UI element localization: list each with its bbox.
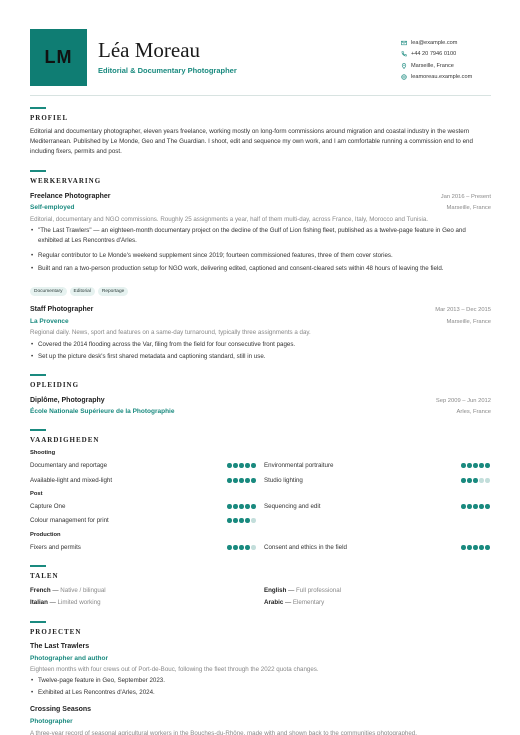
- rating-dot-filled: [467, 504, 472, 509]
- person-name: Léa Moreau: [98, 38, 201, 62]
- job-summary: Regional daily. News, sport and features on a same-day turnaround, typically three assignments a day.: [30, 329, 311, 336]
- skill-name: Environmental portraiture: [264, 462, 334, 469]
- rating-dot-filled: [467, 478, 472, 483]
- skill-rating: [227, 504, 256, 509]
- rating-dot-filled: [251, 463, 256, 468]
- degree: Diplôme, Photography: [30, 397, 105, 404]
- email-icon: [401, 40, 407, 46]
- contact-website[interactable]: [401, 72, 491, 83]
- contact-location-text: Marseille, France: [411, 62, 454, 69]
- section-marker: [30, 170, 46, 172]
- job-location: Marseille, France: [446, 205, 491, 211]
- rating-dot-empty: [251, 545, 256, 550]
- rating-dot-filled: [245, 463, 250, 468]
- rating-dot-empty: [251, 518, 256, 523]
- skill-rating: [227, 518, 256, 523]
- rating-dot-filled: [227, 478, 232, 483]
- skill-name: Consent and ethics in the field: [264, 544, 347, 551]
- rating-dot-filled: [245, 478, 250, 483]
- contact-location: [401, 60, 491, 71]
- rating-dot-filled: [479, 545, 484, 550]
- job-bullet-text: Set up the picture desk's first shared metadata and captioning standard, still in use.: [38, 353, 266, 360]
- rating-dot-filled: [461, 478, 466, 483]
- job-summary: Editorial, documentary and NGO commissions. Roughly 25 assignments a year, half of them multi-day, across France, Italy, Morocco and Tunisia.: [30, 216, 429, 223]
- project-bullet: • Exhibited at Les Rencontres d'Arles, 2024.: [30, 688, 491, 698]
- language-level: Full professional: [296, 587, 342, 594]
- language-level: Limited working: [57, 599, 101, 606]
- school: École Nationale Supérieure de la Photographie: [30, 408, 175, 415]
- job-bullet: • Set up the picture desk's first shared metadata and captioning standard, still in use.: [30, 352, 491, 362]
- job-bullet: • Built and ran a two-person production setup for NGO work, delivering edited, captioned and consent-cleared sets within 48 hours of leaving the field.: [30, 264, 491, 274]
- rating-dot-filled: [251, 504, 256, 509]
- education-location: Arles, France: [456, 409, 491, 415]
- job-location: Marseille, France: [446, 319, 491, 325]
- job-org: Self-employed: [30, 204, 75, 211]
- language-item: English — Full professional: [264, 587, 342, 594]
- rating-dot-filled: [485, 545, 490, 550]
- project-summary: Eighteen months with four crews out of Port-de-Bouc, following the fleet through the 2022 quota changes.: [30, 666, 319, 673]
- education-dates: Sep 2009 – Jun 2012: [435, 398, 491, 404]
- section-title-experience: WERKERVARING: [30, 177, 102, 185]
- phone-icon: [401, 51, 407, 57]
- project-title: The Last Trawlers: [30, 643, 90, 650]
- job-title: Freelance Photographer: [30, 193, 111, 200]
- rating-dot-filled: [473, 545, 478, 550]
- profile-text: Editorial and documentary photographer, eleven years freelance, working mostly on long-form commissions around migration and coastal industry in the western Mediterranean. Published by Le Monde, Geo and The Guardian. I shoot, edit and sequence my own work, and I am comfortable running a commission end to end including fixers, permits and post.: [30, 128, 473, 155]
- skill-rating: [461, 545, 490, 550]
- project-title: Crossing Seasons: [30, 706, 92, 713]
- job-bullet: • Regular contributor to Le Monde's weekend supplement since 2019; fourteen commissioned features, three of them cover stories.: [30, 251, 491, 261]
- tag: Documentary: [30, 287, 67, 296]
- location-icon: [401, 63, 407, 69]
- language-name: English: [264, 587, 287, 594]
- skill-rating: [227, 478, 256, 483]
- rating-dot-filled: [239, 504, 244, 509]
- rating-dot-filled: [233, 545, 238, 550]
- rating-dot-filled: [467, 463, 472, 468]
- section-marker: [30, 374, 46, 376]
- skill-name: Fixers and permits: [30, 544, 81, 551]
- rating-dot-filled: [245, 545, 250, 550]
- rating-dot-filled: [245, 518, 250, 523]
- rating-dot-filled: [239, 518, 244, 523]
- rating-dot-empty: [485, 478, 490, 483]
- job-bullet-text: Covered the 2014 flooding across the Var, filing from the field for four consecutive front pages.: [38, 341, 296, 348]
- rating-dot-filled: [473, 504, 478, 509]
- rating-dot-filled: [239, 463, 244, 468]
- section-marker: [30, 621, 46, 623]
- contact-phone-text: +44 20 7946 0100: [411, 51, 457, 57]
- rating-dot-filled: [233, 518, 238, 523]
- section-marker: [30, 429, 46, 431]
- rating-dot-filled: [461, 504, 466, 509]
- skill-name: Sequencing and edit: [264, 503, 321, 510]
- rating-dot-filled: [227, 518, 232, 523]
- rating-dot-filled: [239, 478, 244, 483]
- project-bullet: • Twelve-page feature in Geo, September 2023.: [30, 676, 491, 686]
- rating-dot-filled: [227, 463, 232, 468]
- project-summary: A three-year record of seasonal agricultural workers in the Bouches-du-Rhône, made with and shown back to the communities photographed.: [30, 730, 417, 735]
- job-bullet: • "The Last Trawlers" — an eighteen-month documentary project on the decline of the Gulf of Lion fishing fleet, published as a twelve-page feature in Geo and exhibited at Les Rencontres d'Arles.: [30, 226, 491, 246]
- rating-dot-filled: [245, 504, 250, 509]
- rating-dot-filled: [485, 504, 490, 509]
- skill-rating: [227, 545, 256, 550]
- rating-dot-filled: [239, 545, 244, 550]
- job-dates: Mar 2013 – Dec 2015: [435, 307, 491, 313]
- globe-icon: [401, 74, 407, 80]
- section-title-projects: PROJECTEN: [30, 628, 82, 636]
- language-item: Italian — Limited working: [30, 599, 101, 606]
- skill-rating: [461, 504, 490, 509]
- job-dates: Jan 2016 – Present: [440, 194, 491, 200]
- tag: Editorial: [70, 287, 95, 296]
- skill-rating: [461, 478, 490, 483]
- rating-dot-filled: [485, 463, 490, 468]
- skill-name: Available-light and mixed-light: [30, 477, 113, 484]
- language-item: French — Native / bilingual: [30, 587, 106, 594]
- language-item: Arabic — Elementary: [264, 599, 325, 606]
- section-marker: [30, 565, 46, 567]
- rating-dot-filled: [467, 545, 472, 550]
- job-org: La Provence: [30, 318, 69, 325]
- contact-phone[interactable]: [401, 49, 491, 60]
- rating-dot-filled: [479, 463, 484, 468]
- skill-name: Capture One: [30, 503, 66, 510]
- section-title-languages: TALEN: [30, 572, 59, 580]
- language-name: French: [30, 587, 51, 594]
- section-title-education: OPLEIDING: [30, 381, 80, 389]
- skill-category: Production: [30, 532, 61, 538]
- skill-name: Documentary and reportage: [30, 462, 108, 469]
- section-marker: [30, 107, 46, 109]
- header-divider: [30, 95, 491, 96]
- job-bullet: • Covered the 2014 flooding across the Var, filing from the field for four consecutive front pages.: [30, 340, 491, 350]
- rating-dot-filled: [251, 478, 256, 483]
- contact-email-text: lea@example.com: [411, 39, 458, 46]
- rating-dot-filled: [233, 463, 238, 468]
- contact-list: [401, 37, 491, 83]
- language-level: Native / bilingual: [60, 587, 106, 594]
- project-role: Photographer: [30, 718, 73, 725]
- job-tags: [30, 287, 128, 296]
- contact-website-text: leamoreau.example.com: [411, 74, 473, 80]
- rating-dot-empty: [479, 478, 484, 483]
- project-bullet-text: Twelve-page feature in Geo, September 2023.: [38, 677, 165, 684]
- job-bullet-text: Regular contributor to Le Monde's weekend supplement since 2019; fourteen commissioned features, three of them cover stories.: [38, 252, 393, 259]
- skill-rating: [461, 463, 490, 468]
- rating-dot-filled: [461, 545, 466, 550]
- rating-dot-filled: [233, 478, 238, 483]
- resume-header: [30, 29, 491, 87]
- section-title-skills: VAARDIGHEDEN: [30, 436, 100, 444]
- rating-dot-filled: [473, 463, 478, 468]
- language-level: Elementary: [292, 599, 325, 606]
- job-bullet-text: Built and ran a two-person production setup for NGO work, delivering edited, captioned and consent-cleared sets within 48 hours of leaving the field.: [38, 265, 444, 272]
- project-bullet-text: Exhibited at Les Rencontres d'Arles, 2024.: [38, 689, 155, 696]
- monogram: LM: [30, 29, 87, 86]
- skill-category: Post: [30, 491, 43, 497]
- rating-dot-filled: [479, 504, 484, 509]
- rating-dot-filled: [461, 463, 466, 468]
- skill-name: Studio lighting: [264, 477, 303, 484]
- person-headline: Editorial & Documentary Photographer: [98, 66, 237, 75]
- tag: Reportage: [98, 287, 128, 296]
- skill-rating: [227, 463, 256, 468]
- language-name: Italian: [30, 599, 48, 606]
- job-bullet-text: "The Last Trawlers" — an eighteen-month documentary project on the decline of the Gulf of Lion fishing fleet, published as a twelve-page feature in Geo and exhibited at Les Rencontres d'Arles.: [38, 227, 466, 244]
- section-title-profile: PROFIEL: [30, 114, 69, 122]
- skill-name: Colour management for print: [30, 517, 109, 524]
- contact-email[interactable]: [401, 37, 491, 48]
- rating-dot-filled: [227, 504, 232, 509]
- language-name: Arabic: [264, 599, 284, 606]
- job-title: Staff Photographer: [30, 306, 94, 313]
- rating-dot-filled: [473, 478, 478, 483]
- rating-dot-filled: [233, 504, 238, 509]
- project-role: Photographer and author: [30, 655, 108, 662]
- rating-dot-filled: [227, 545, 232, 550]
- skill-category: Shooting: [30, 450, 56, 456]
